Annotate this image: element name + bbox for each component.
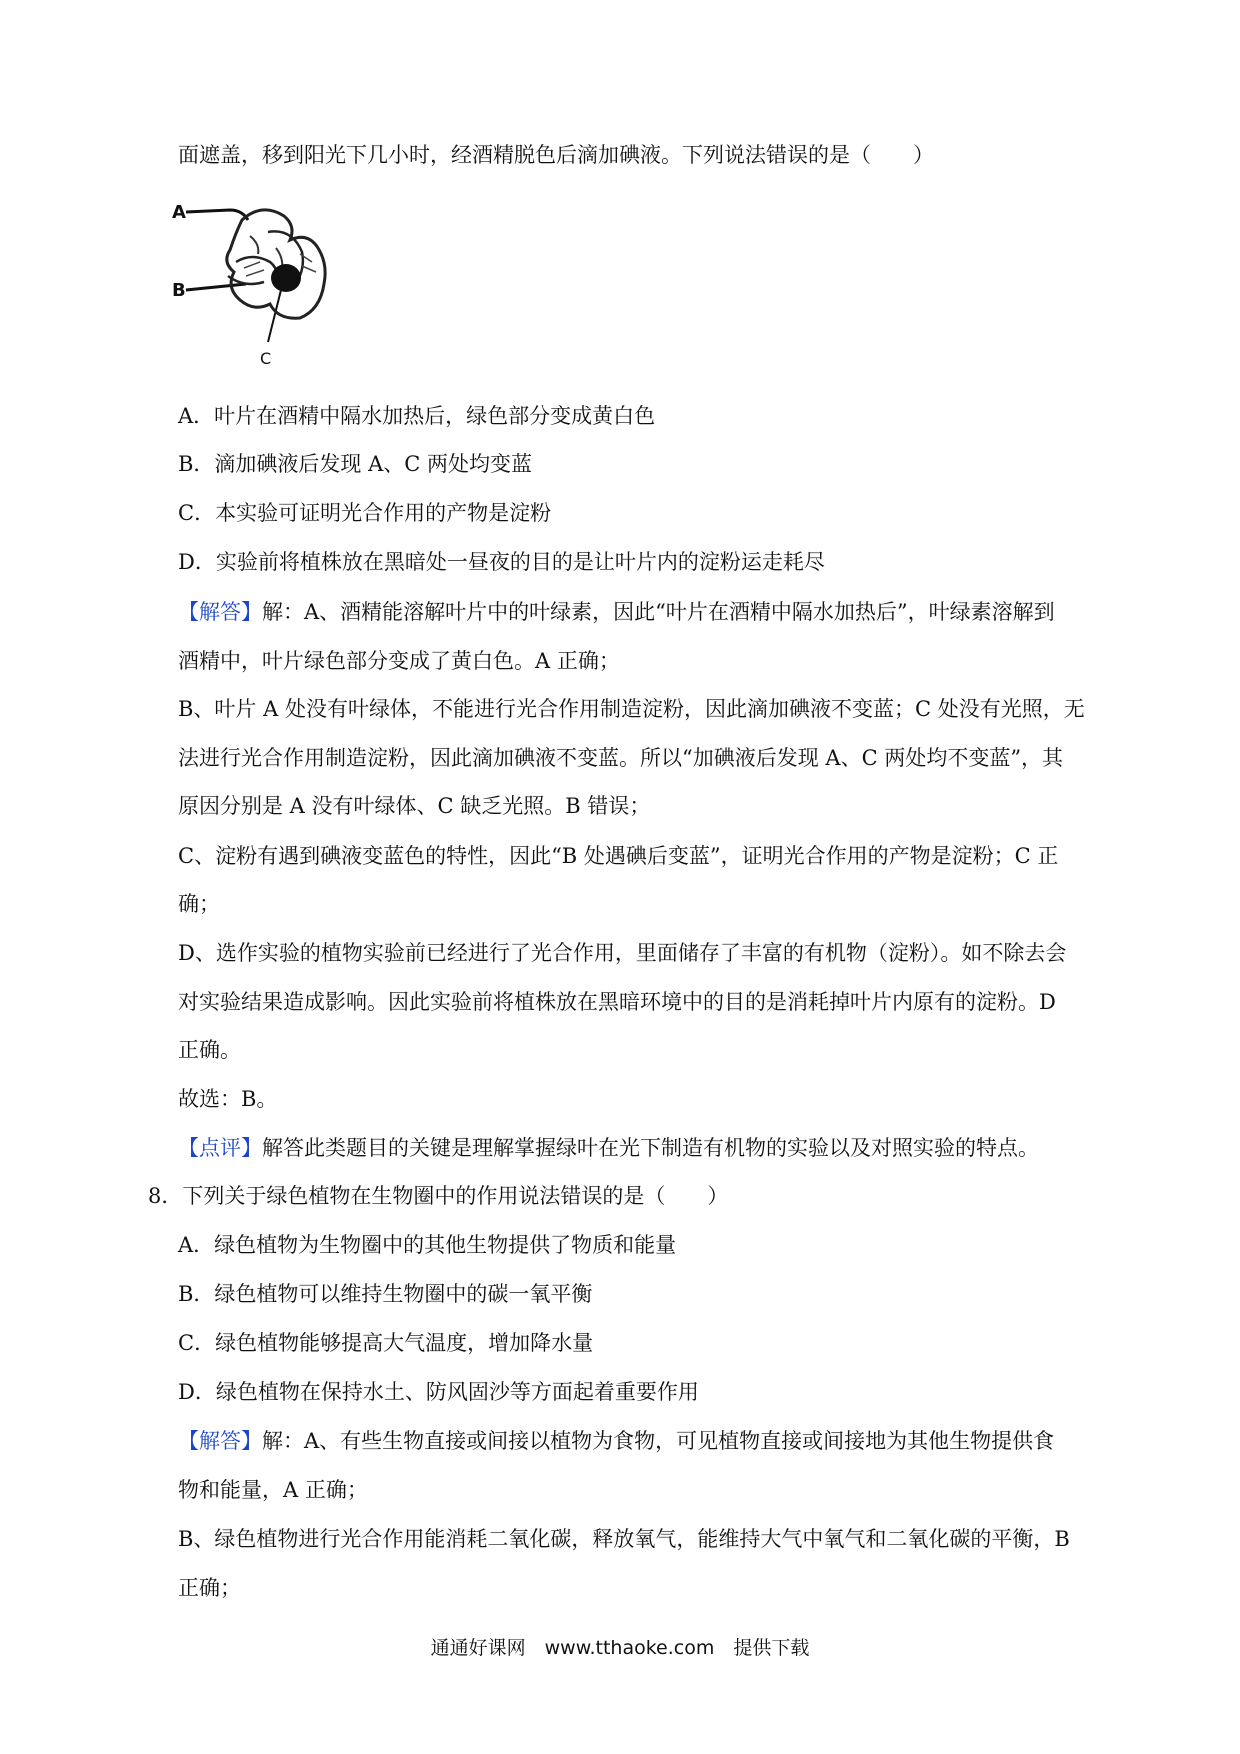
q7-answer-line-10: 正确。	[178, 1038, 241, 1062]
leaf-diagram-icon	[172, 192, 372, 382]
q7-answer-line-2: 酒精中，叶片绿色部分变成了黄白色。A 正确；	[178, 649, 620, 673]
q8-option-c: C．绿色植物能够提高大气温度，增加降水量	[178, 1331, 594, 1355]
q8-answer-line-4: 正确；	[178, 1576, 241, 1600]
q7-answer-line-8: D、选作实验的植物实验前已经进行了光合作用，里面储存了丰富的有机物（淀粉）。如不除去会	[178, 941, 1067, 965]
q7-answer-line-3: B、叶片 A 处没有叶绿体，不能进行光合作用制造淀粉，因此滴加碘液不变蓝；C 处没有光照，无	[178, 697, 1085, 721]
q8-option-a: A．绿色植物为生物圈中的其他生物提供了物质和能量	[178, 1233, 677, 1257]
q8-answer-line-3: B、绿色植物进行光合作用能消耗二氧化碳，释放氧气，能维持大气中氧气和二氧化碳的平衡，B	[178, 1527, 1070, 1551]
q7-answer-line-6: C、淀粉有遇到碘液变蓝色的特性，因此“B 处遇碘后变蓝”，证明光合作用的产物是淀粉；C 正	[178, 844, 1059, 868]
q7-answer-line-7: 确；	[178, 892, 220, 916]
q8-answer-text-1: 解：A、有些生物直接或间接以植物为食物，可见植物直接或间接地为其他生物提供食	[262, 1429, 1055, 1453]
q7-comment-text: 解答此类题目的关键是理解掌握绿叶在光下制造有机物的实验以及对照实验的特点。	[262, 1136, 1039, 1160]
q8-option-d: D．绿色植物在保持水土、防风固沙等方面起着重要作用	[178, 1380, 699, 1404]
q8-answer-line-1	[178, 1426, 1054, 1456]
figure-label-c: C	[260, 349, 272, 368]
q7-stem-tail: 面遮盖，移到阳光下几小时，经酒精脱色后滴加碘液。下列说法错误的是（ ）	[178, 143, 934, 167]
q7-answer-line-5: 原因分别是 A 没有叶绿体、C 缺乏光照。B 错误；	[178, 794, 651, 818]
q7-answer-text-1: 解：A、酒精能溶解叶片中的叶绿素，因此“叶片在酒精中隔水加热后”，叶绿素溶解到	[262, 600, 1055, 624]
q8-option-b: B．绿色植物可以维持生物圈中的碳一氧平衡	[178, 1282, 593, 1306]
q7-answer-line-4: 法进行光合作用制造淀粉，因此滴加碘液不变蓝。所以“加碘液后发现 A、C 两处均不变蓝”，其	[178, 746, 1064, 770]
q7-answer-line-11: 故选：B。	[178, 1087, 278, 1111]
q7-comment-tag: 【点评】	[178, 1136, 262, 1160]
q8-answer-line-2: 物和能量，A 正确；	[178, 1478, 368, 1502]
q7-comment-line	[178, 1133, 1039, 1163]
q8-answer-tag: 【解答】	[178, 1429, 262, 1453]
q8-stem: 8．下列关于绿色植物在生物圈中的作用说法错误的是（ ）	[148, 1184, 729, 1208]
page-footer: 通通好课网 www.tthaoke.com 提供下载	[430, 1637, 810, 1659]
q7-option-b: B．滴加碘液后发现 A、C 两处均变蓝	[178, 452, 533, 476]
q7-answer-tag: 【解答】	[178, 600, 262, 624]
figure-label-b: B	[172, 280, 186, 301]
q7-option-d: D．实验前将植株放在黑暗处一昼夜的目的是让叶片内的淀粉运走耗尽	[178, 550, 825, 574]
q7-option-c: C．本实验可证明光合作用的产物是淀粉	[178, 501, 552, 525]
figure-label-a: A	[172, 202, 186, 223]
q7-answer-line-1	[178, 597, 1055, 627]
q7-answer-line-9: 对实验结果造成影响。因此实验前将植株放在黑暗环境中的目的是消耗掉叶片内原有的淀粉。D	[178, 990, 1056, 1014]
leaf-experiment-figure	[172, 192, 372, 382]
q7-option-a: A．叶片在酒精中隔水加热后，绿色部分变成黄白色	[178, 404, 656, 428]
